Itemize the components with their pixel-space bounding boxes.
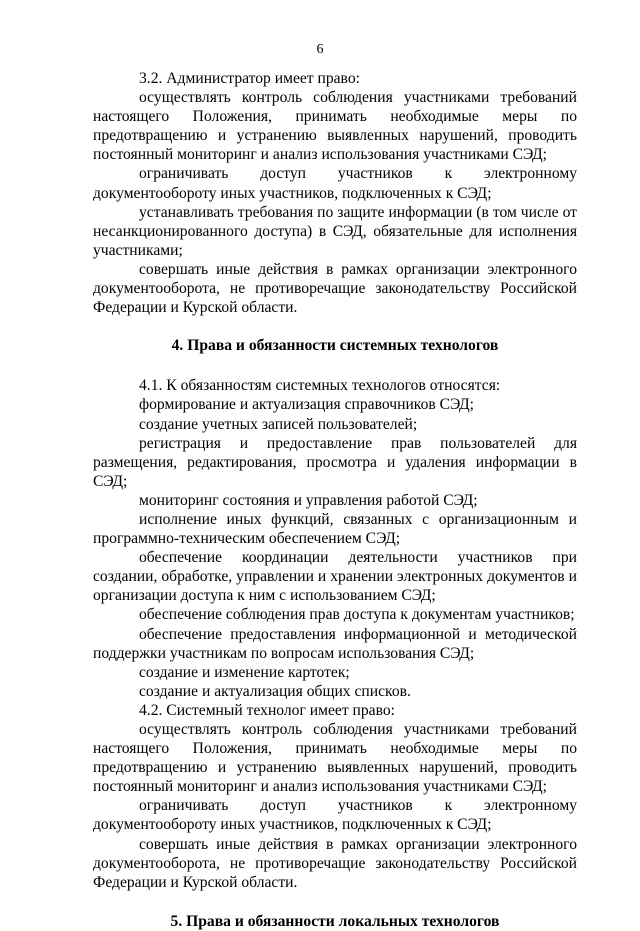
paragraph: совершать иные действия в рамках организации электронного документооборота, не противоречащие законодательству Российской Федерации и Курской области. bbox=[93, 260, 577, 317]
paragraph: обеспечение координации деятельности участников при создании, обработке, управлении и хранении электронных документов и организации доступа к ним с использованием СЭД; bbox=[93, 549, 577, 605]
paragraph: исполнение иных функций, связанных с организационным и программно-техническим обеспечением СЭД; bbox=[93, 510, 577, 548]
paragraph: создание и актуализация общих списков. bbox=[139, 682, 411, 700]
paragraph: создание учетных записей пользователей; bbox=[139, 415, 418, 433]
section-4-title: 4. Права и обязанности системных технологов bbox=[171, 337, 499, 355]
paragraph: формирование и актуализация справочников СЭД; bbox=[139, 396, 474, 414]
paragraph: совершать иные действия в рамках организации электронного документооборота, не противоречащие законодательству Российской Федерации и Курской области. bbox=[93, 835, 577, 891]
paragraph-4-2-heading: 4.2. Системный технолог имеет право: bbox=[139, 701, 395, 719]
paragraph: ограничивать доступ участников к электронному документообороту иных участников, подключенных к СЭД; bbox=[93, 797, 577, 834]
paragraph: мониторинг состояния и управления работой СЭД; bbox=[139, 491, 478, 509]
paragraph: создание и изменение картотек; bbox=[139, 663, 350, 681]
paragraph-4-1-heading: 4.1. К обязанностям системных технологов относятся: bbox=[139, 377, 501, 395]
paragraph: устанавливать требования по защите информации (в том числе от несанкционированного доступа) в СЭД, обязательные для исполнения участниками; bbox=[93, 203, 577, 259]
page-number: 6 bbox=[316, 42, 324, 57]
paragraph: ограничивать доступ участников к электронному документообороту иных участников, подключенных к СЭД; bbox=[93, 165, 577, 202]
paragraph: осуществлять контроль соблюдения участниками требований настоящего Положения, принимать необходимые меры по предотвращению и устранению выявленных нарушений, проводить постоянный мониторинг и анализ использования участниками СЭД; bbox=[93, 721, 577, 796]
paragraph: обеспечение предоставления информационной и методической поддержки участникам по вопросам использования СЭД; bbox=[93, 625, 577, 662]
paragraph: осуществлять контроль соблюдения участниками требований настоящего Положения, принимать необходимые меры по предотвращению и устранению выявленных нарушений, проводить постоянный мониторинг и анализ использования участниками СЭД; bbox=[93, 89, 577, 164]
document-body bbox=[93, 69, 577, 931]
paragraph: обеспечение соблюдения прав доступа к документам участников; bbox=[139, 606, 575, 624]
section-5-title: 5. Права и обязанности локальных технологов bbox=[170, 912, 500, 930]
paragraph: регистрация и предоставление прав пользователей для размещения, редактирования, просмотра и удаления информации в СЭД; bbox=[93, 434, 577, 490]
paragraph-3-2-heading: 3.2. Администратор имеет право: bbox=[139, 70, 360, 87]
